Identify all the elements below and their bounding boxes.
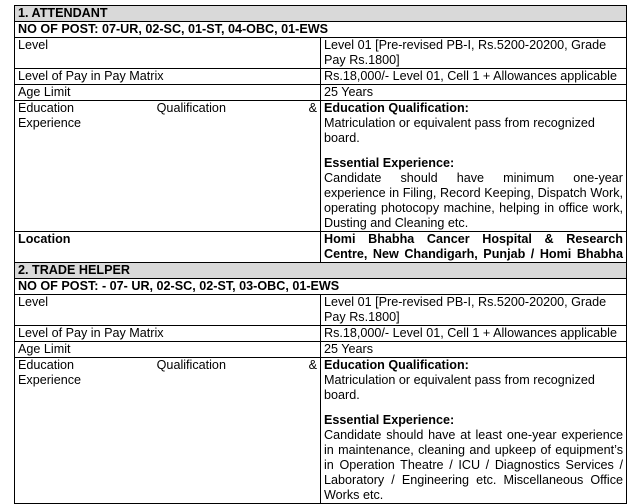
pay-value: Rs.18,000/- Level 01, Cell 1 + Allowances applicable bbox=[321, 326, 627, 342]
age-value: 25 Years bbox=[321, 85, 627, 101]
age-label: Age Limit bbox=[15, 85, 321, 101]
trade-helper-table bbox=[14, 262, 627, 504]
age-label: Age Limit bbox=[15, 342, 321, 358]
section-title: 2. TRADE HELPER bbox=[15, 263, 627, 279]
level-label: Level bbox=[15, 38, 321, 69]
edu-text: Matriculation or equivalent pass from recognized board. bbox=[324, 116, 595, 145]
edu-text: Matriculation or equivalent pass from recognized board. bbox=[324, 373, 595, 402]
edu-label-word1: Education bbox=[18, 358, 75, 372]
level-value: Level 01 [Pre-revised PB-I, Rs.5200-20200, Grade Pay Rs.1800] bbox=[321, 38, 627, 69]
age-value: 25 Years bbox=[321, 342, 627, 358]
location-value: Homi Bhabha Cancer Hospital & Research Centre, New Chandigarh, Punjab / Homi Bhabha bbox=[321, 232, 627, 278]
edu-value bbox=[321, 101, 627, 232]
edu-label-word2: Qualification bbox=[156, 101, 226, 115]
exp-heading: Essential Experience: bbox=[324, 156, 455, 170]
exp-heading: Essential Experience: bbox=[324, 413, 455, 427]
edu-heading: Education Qualification: bbox=[324, 101, 469, 115]
exp-text: Candidate should have at least one-year experience in maintenance, cleaning and upkeep of equipment’s in Operation Theatre / ICU / Diagnostics Services / Laboratory / Engineering etc. Miscellaneous Office Works etc. bbox=[324, 428, 623, 502]
attendant-table bbox=[14, 5, 627, 278]
edu-label-word3: Experience bbox=[18, 373, 82, 387]
posts-row: NO OF POST: - 07- UR, 02-SC, 02-ST, 03-OBC, 01-EWS bbox=[15, 279, 627, 295]
edu-label-amp: & bbox=[308, 101, 317, 115]
edu-label bbox=[15, 101, 321, 232]
edu-label-word1: Education bbox=[18, 101, 75, 115]
pay-label: Level of Pay in Pay Matrix bbox=[15, 326, 321, 342]
level-label: Level bbox=[15, 295, 321, 326]
posts-row: NO OF POST: 07-UR, 02-SC, 01-ST, 04-OBC, 01-EWS bbox=[15, 22, 627, 38]
location-label: Location bbox=[15, 232, 321, 278]
edu-label-word2: Qualification bbox=[156, 358, 226, 372]
edu-label-amp: & bbox=[308, 358, 317, 372]
level-value: Level 01 [Pre-revised PB-I, Rs.5200-20200, Grade Pay Rs.1800] bbox=[321, 295, 627, 326]
edu-heading: Education Qualification: bbox=[324, 358, 469, 372]
exp-text: Candidate should have minimum one-year experience in Filing, Record Keeping, Dispatch Work, operating photocopy machine, helping in office work, Dusting and Cleaning etc. bbox=[324, 171, 623, 230]
section-title: 1. ATTENDANT bbox=[15, 6, 627, 22]
pay-label: Level of Pay in Pay Matrix bbox=[15, 69, 321, 85]
edu-label-word3: Experience bbox=[18, 116, 82, 130]
pay-value: Rs.18,000/- Level 01, Cell 1 + Allowances applicable bbox=[321, 69, 627, 85]
